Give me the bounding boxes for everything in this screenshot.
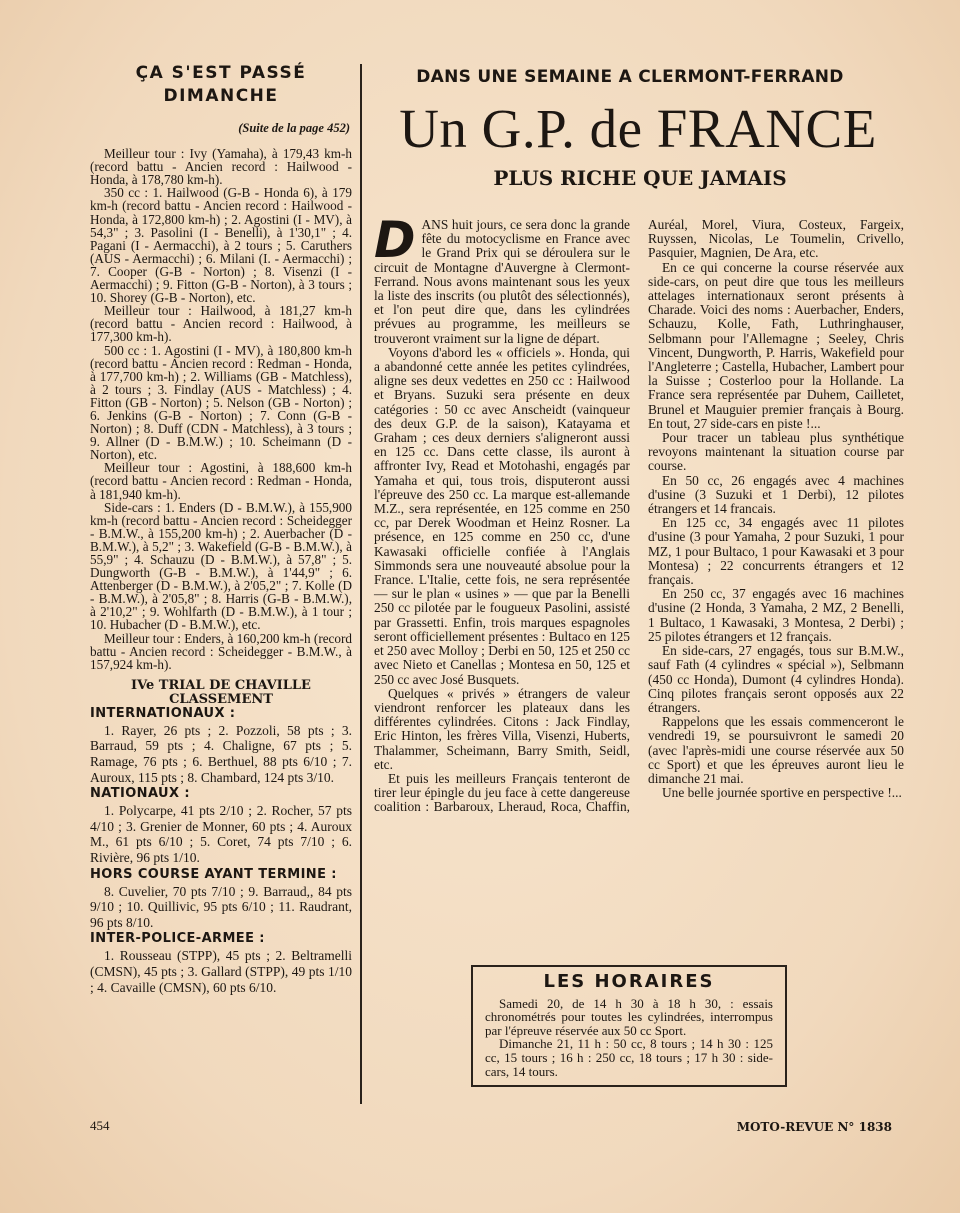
article-paragraph: Pour tracer un tableau plus synthétique revoyons maintenant la situation course par course.: [648, 430, 904, 474]
drop-cap: D: [374, 211, 416, 269]
article-paragraph: Voyons d'abord les « officiels ». Honda, qui a abandonné cette année les petites cylindrées, aligne ses deux vedettes en 250 cc : Hailwood et Bryans. Suzuki sera présente en deux catégories : 50 cc avec Anscheidt (vainqueur des deux G.P. de la saison), Katayama et Graham ; ces deux derniers s'aligneront aussi en 125 cc. Dans cette classe, ils auront à affronter Ivy, Read et Motohashi, engagés par Yamaha et qui, tous trois, disputeront aussi l'épreuve des 250 cc. La marque est-allemande M.Z., sera représentée, en 125 comme en 250 cc, par Derek Woodman et Heinz Rosner. La présence, en 125 comme en 250 cc, d'une Kawasaki officielle confiée à l'Anglais Simmonds sera une nouveauté absolue pour la France. L'Italie, cette fois, ne sera représentée — sur le plan « usines » — que par la Benelli 250 cc pilotée par le fougueux Pasolini, assisté par Grassetti. Enfin, trois marques espagnoles seront officiellement présentes : Bultaco en 125 et 250 avec Molloy ; Derbi en 50, 125 et 250 cc avec Nieto et Canellas ; Montesa en 50, 125 et 250 cc avec José Busquets.: [374, 344, 630, 687]
schedule-box: [471, 965, 787, 1087]
trial-heading-line-1: IVe TRIAL DE CHAVILLE: [131, 677, 311, 693]
category-results: 8. Cuvelier, 70 pts 7/10 ; 9. Barraud,, 84 pts 9/10 ; 10. Quillivic, 95 pts 6/10 ; 11. Raudrant, 96 pts 8/10.: [90, 883, 352, 930]
article-paragraph-text: ANS huit jours, ce sera donc la grande fête du motocyclisme en France avec le Grand Prix qui se déroulera sur le circuit de Montagne d'Auvergne à Clermont-Ferrand. Nous avons maintenant sous les yeux la liste des inscrits (ou plutôt des sélectionnés), et l'on peut dire que, dans les cylindrées prévues au programme, les meilleurs se trouveront vraiment sur la ligne de départ.: [374, 217, 630, 346]
article-body: [374, 211, 904, 938]
trial-heading: [90, 679, 352, 707]
article-paragraph: Et puis les meilleurs Français tenteront de tirer leur épingle du jeu face à cette dangereuse coalition : Barbaroux, Lheraud, Roca, Chaffin, Auréal, Morel, Viura, Costeux, Fargeix, Ruyssen, Nicolas, Le Toumelin, Crivello, Pasquier, Magnien, De Ara, etc.: [374, 217, 904, 815]
article-subhead: PLUS RICHE QUE JAMAIS: [493, 166, 787, 190]
result-paragraph: Meilleur tour : Agostini, à 188,600 km-h (record battu - Ancien record : Redman - Honda, à 181,940 km-h).: [90, 460, 352, 502]
article-paragraph: [374, 211, 630, 346]
article-paragraph: Rappelons que les essais commenceront le vendredi 19, se poursuivront le samedi 20 (avec l'après-midi une course réservée aux 50 cc Sport) et que les épreuves auront lieu le dimanche 21 mai.: [648, 714, 904, 786]
category-heading: HORS COURSE AYANT TERMINE :: [90, 866, 337, 882]
category-heading: INTER-POLICE-ARMEE :: [90, 931, 265, 947]
category-heading: INTERNATIONAUX :: [90, 705, 236, 721]
results-title-line-2: DIMANCHE: [163, 86, 279, 106]
article-paragraph: En 250 cc, 37 engagés avec 16 machines d'usine (2 Honda, 3 Yamaha, 2 MZ, 2 Benelli, 1 Bultaco, 1 Kawasaki, 3 Montesa, 2 Derbi) ; 25 pilotes étrangers et 12 français.: [648, 586, 904, 644]
category-heading: NATIONAUX :: [90, 786, 190, 802]
result-paragraph: Meilleur tour : Enders, à 160,200 km-h (record battu - Ancien record : Scheidegger - B.M.W., à 157,924 km-h).: [90, 630, 352, 672]
category-results: 1. Polycarpe, 41 pts 2/10 ; 2. Rocher, 57 pts 4/10 ; 3. Grenier de Monner, 60 pts ; 4. Auroux M., 61 pts 6/10 ; 5. Coret, 74 pts 7/10 ; 6. Rivière, 96 pts 1/10.: [90, 803, 352, 865]
article-paragraph: Quelques « privés » étrangers de valeur viendront renforcer les plateaux dans les différentes cylindrées. Citons : Jack Findlay, Eric Hinton, les frères Villa, Visenzi, Huberts, Thalammer, Scheimann, Barry Smith, Seidl, etc.: [374, 685, 630, 772]
result-paragraph: Meilleur tour : Hailwood, à 181,27 km-h (record battu - Ancien record : Hailwood, à 177,300 km-h).: [90, 303, 352, 345]
continued-note: (Suite de la page 452): [238, 121, 350, 135]
category-results: 1. Rayer, 26 pts ; 2. Pozzoli, 58 pts ; 3. Barraud, 59 pts ; 4. Chaligne, 67 pts ; 5. Ramage, 76 pts ; 6. Berthuel, 88 pts 6/10 ; 7. Auroux, 115 pts ; 8. Chambard, 124 pts 3/10.: [90, 722, 352, 785]
category-results: 1. Rousseau (STPP), 45 pts ; 2. Beltramelli (CMSN), 45 pts ; 3. Gallard (STPP), 49 pts 1/10 ; 4. Cavaille (CMSN), 60 pts 6/10.: [90, 948, 352, 995]
article-paragraph: En ce qui concerne la course réservée aux side-cars, on peut dire que tous les meilleurs attelages internationaux seront présents à Charade. Voici des noms : Auerbacher, Enders, Schauzu, Kolle, Fath, Luthringhauser, Selbmann pour l'Allemagne ; Seeley, Chris Vincent, Dungworth, P. Harris, Wakefield pour l'Angleterre ; Castella, Hubacher, Lambert pour la Suisse ; Costerloo pour la Hollande. La France sera représentée par Duhem, Cailletet, Brunel et Mauguier premier français à Bourg. En tout, 27 side-cars en piste !...: [648, 259, 904, 431]
result-paragraph: 350 cc : 1. Hailwood (G-B - Honda 6), à 179 km-h (record battu - Ancien record : Hailwood - Honda, à 172,800 km-h) ; 2. Agostini (I - MV), à 54,3" ; 3. Pasolini (I - Benelli), à 1'30,1" ; 4. Pagani (I - Aermacchi), à 2 tours ; 5. Caruthers (AUS - Aermacchi) ; 6. Milani (I. - Aermacchi) ; 7. Cooper (G-B - Norton) ; 8. Visenzi (I - Aermacchi) ; 9. Fitton (G-B - Norton), à 3 tours ; 10. Shorey (G-B - Norton), etc.: [90, 185, 352, 306]
article-headline: Un G.P. de FRANCE: [399, 98, 877, 159]
schedule-paragraph: Dimanche 21, 11 h : 50 cc, 8 tours ; 14 h 30 : 125 cc, 15 tours ; 16 h : 250 cc, 18 tours ; 17 h 30 : side-cars, 14 tours.: [485, 1036, 773, 1079]
article-paragraph: En 50 cc, 26 engagés avec 4 machines d'usine (3 Suzuki et 1 Derbi), 12 pilotes étrangers et 14 francais.: [648, 472, 904, 517]
results-title: [90, 62, 352, 108]
results-column: [90, 62, 352, 997]
article-paragraph: En side-cars, 27 engagés, tous sur B.M.W., sauf Fath (4 cylindres « spécial »), Selbmann (450 cc Honda), Dumont (4 cylindres Honda). Cinq pilotes français seront opposés aux 22 étrangers.: [648, 643, 904, 715]
column-divider: [360, 64, 362, 1104]
result-paragraph: Side-cars : 1. Enders (D - B.M.W.), à 155,900 km-h (record battu - Ancien record : Scheidegger - B.M.W., à 155,200 km-h) ; 2. Auerbacher (D - B.M.W.), à 5,2" ; 3. Wakefield (G-B - B.M.W.), à 55,9" ; 4. Schauzu (D - B.M.W.), à 57,8" ; 5. Dungworth (G-B - B.M.W.), à 1'44,9" ; 6. Attenberger (D - B.M.W.), à 2'05,2" ; 7. Kolle (D - B.M.W.), à 2'05,8" ; 8. Harris (G-B - B.M.W.), à 2'10,2" ; 9. Wohlfarth (D - B.M.W.), à 1 tour ; 10. Hubacher (D - B.M.W.), etc.: [90, 499, 352, 633]
schedule-title: LES HORAIRES: [543, 971, 715, 992]
result-paragraph: 500 cc : 1. Agostini (I - MV), à 180,800 km-h (record battu - Ancien record : Redman - Honda, à 177,700 km-h) ; 2. Williams (GB - Matchless), à 2 tours ; 3. Findlay (AUS - Matchless) ; 4. Fitton (GB - Norton) ; 5. Nelson (GB - Norton) ; 6. Jenkins (G-B - Norton) ; 7. Conn (G-B - Norton) ; 8. Duff (CDN - Matchless), à 3 tours ; 9. Allner (D - B.M.W.) ; 10. Scheimann (D - Norton), etc.: [90, 342, 352, 463]
article-paragraph: Une belle journée sportive en perspective !...: [662, 785, 902, 801]
article-kicker: DANS UNE SEMAINE A CLERMONT-FERRAND: [416, 67, 844, 87]
result-paragraph: Meilleur tour : Ivy (Yamaha), à 179,43 km-h (record battu - Ancien record : Hailwood - Honda, à 178,780 km-h).: [90, 146, 352, 188]
trial-heading-line-2: CLASSEMENT: [169, 691, 273, 707]
article-paragraph: En 125 cc, 34 engagés avec 11 pilotes d'usine (3 pour Yamaha, 2 pour Suzuki, 1 pour MZ, 1 pour Bultaco, 1 pour Kawasaki et 3 pour Montesa) ; 22 concurrents étrangers et 12 français.: [648, 515, 904, 588]
publication-info: MOTO-REVUE N° 1838: [736, 1120, 892, 1134]
schedule-paragraph: Samedi 20, de 14 h 30 à 18 h 30, : essais chronométrés pour toutes les cylindrées, interrompus par l'épreuve réservée aux 50 cc Sport.: [485, 995, 773, 1038]
page-number: 454: [90, 1118, 110, 1133]
results-title-line-1: ÇA S'EST PASSÉ: [135, 63, 307, 83]
